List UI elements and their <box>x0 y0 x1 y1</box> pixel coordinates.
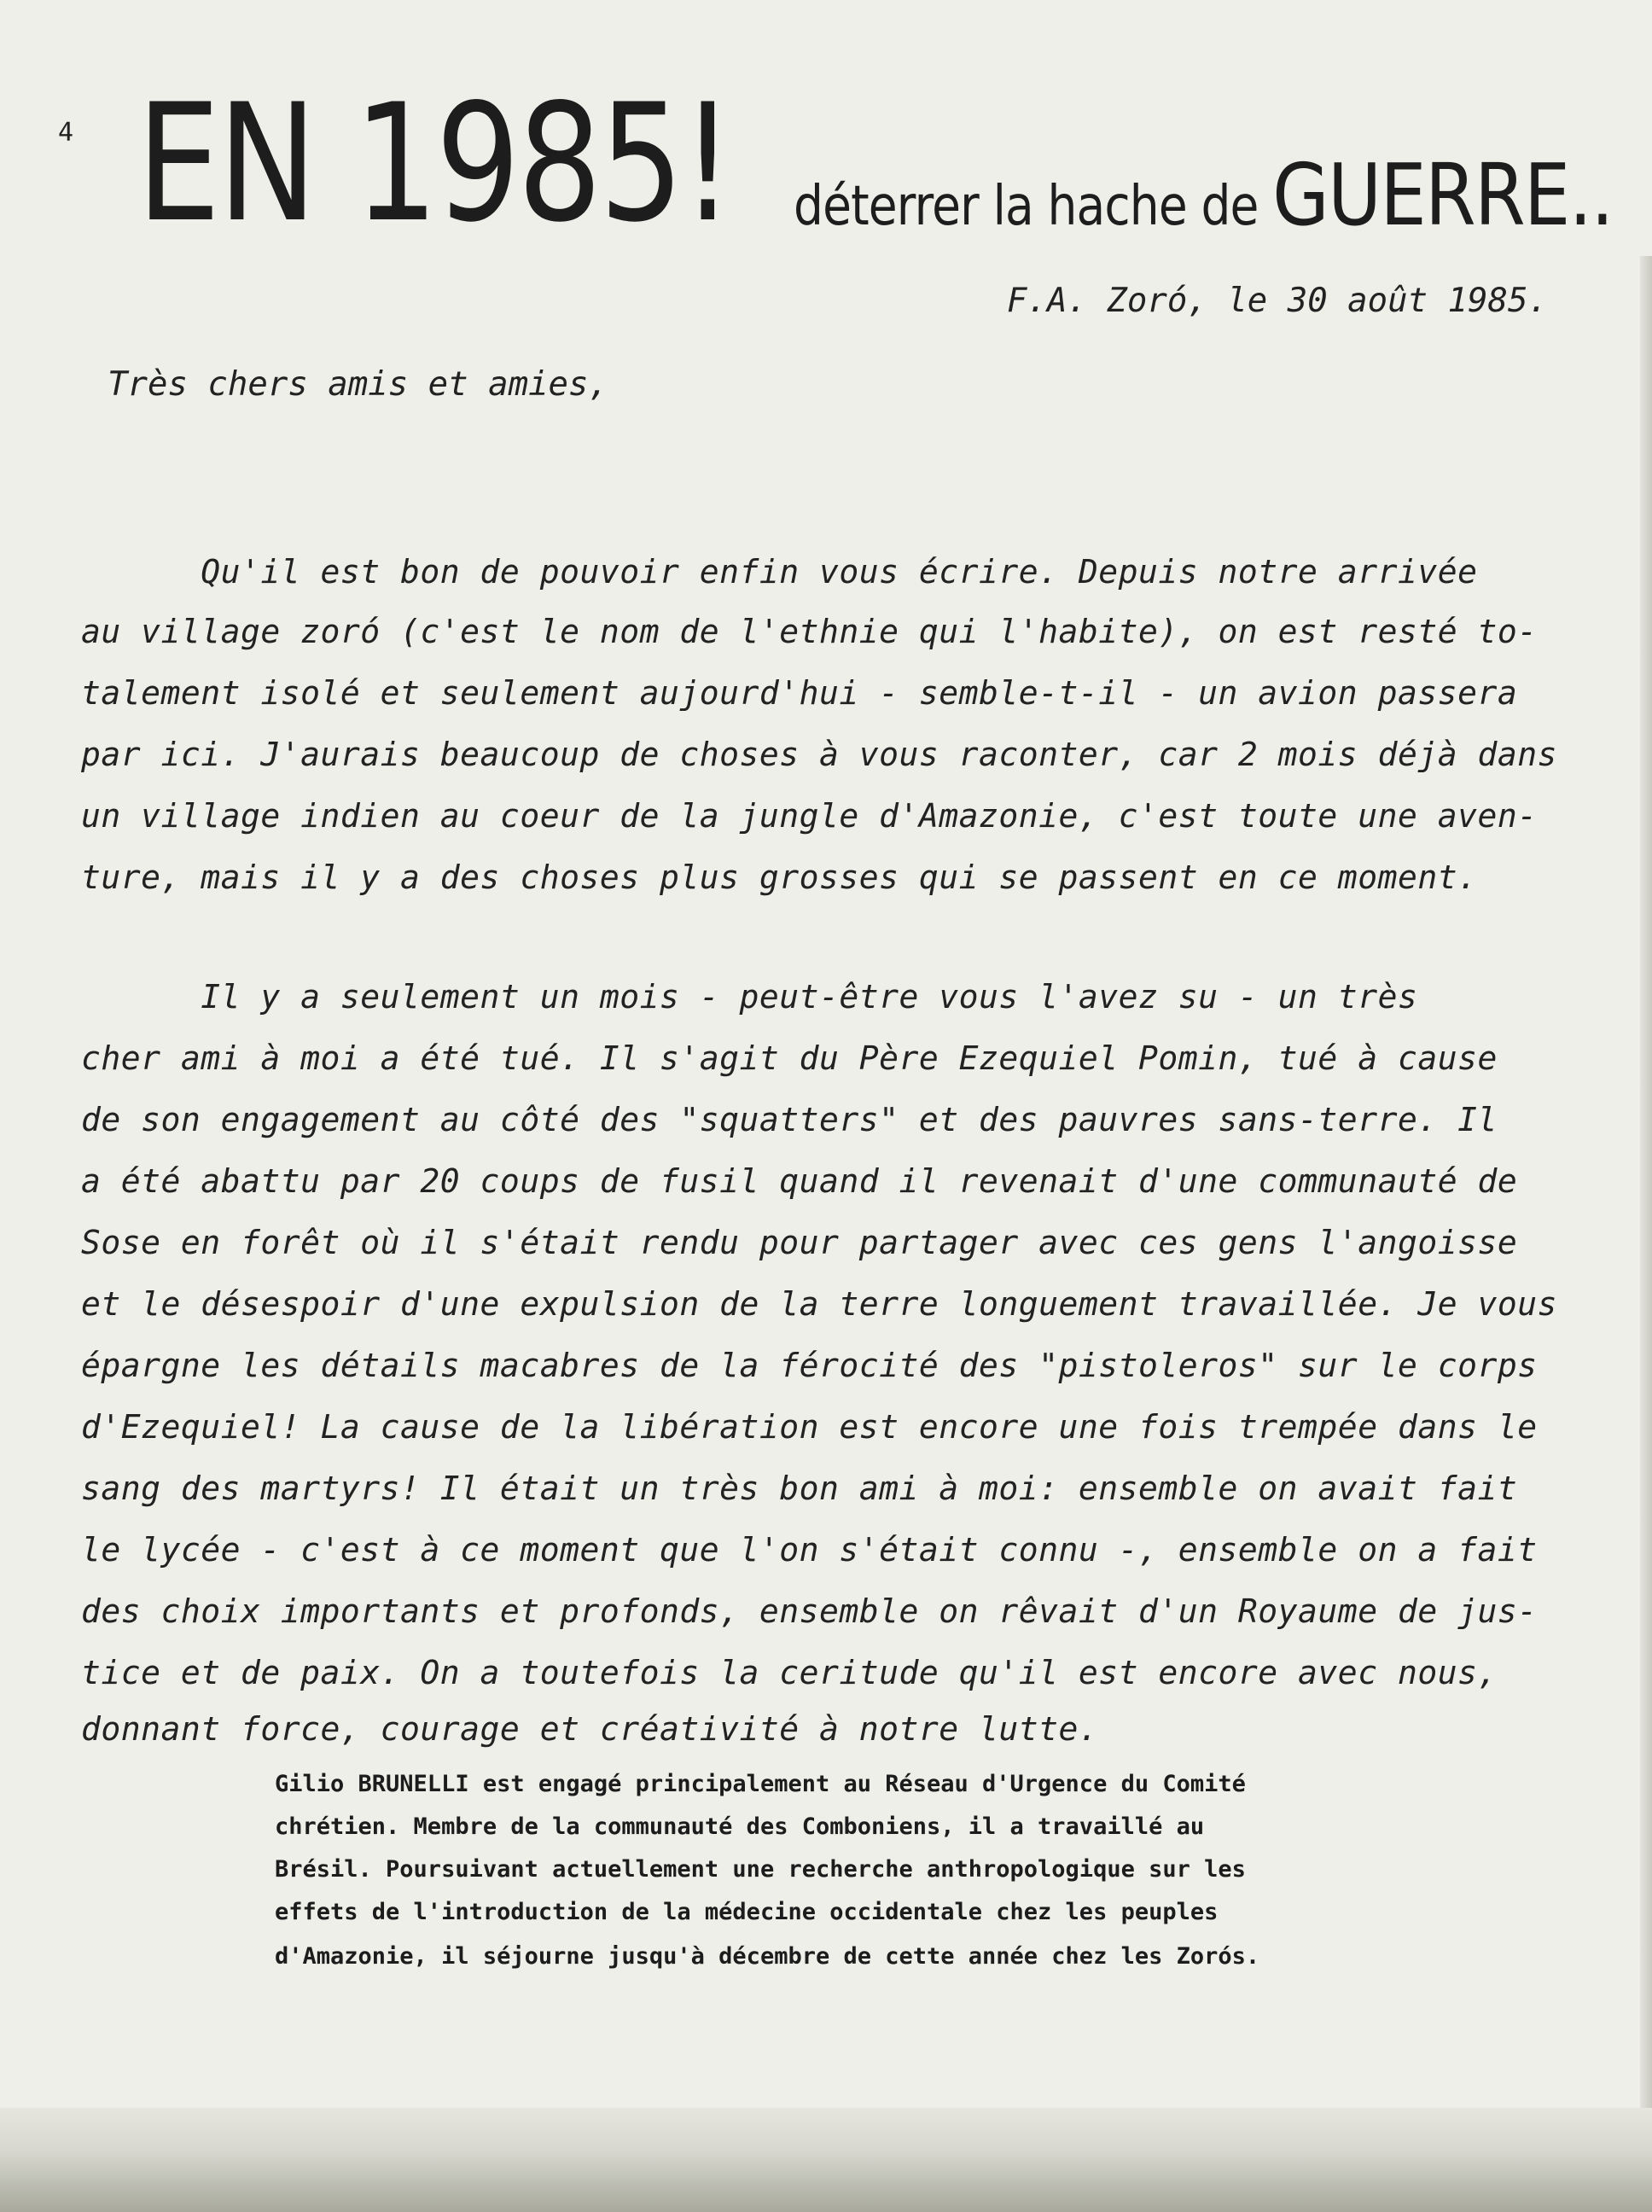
headline-sub-emphasis: GUERRE.. <box>1272 145 1613 245</box>
body-line: le lycée - c'est à ce moment que l'on s'était connu -, ensemble on a fait <box>81 1531 1538 1569</box>
bio-line: Gilio BRUNELLI est engagé principalement au Réseau d'Urgence du Comité <box>275 1771 1246 1797</box>
body-line: sang des martyrs! Il était un très bon ami à moi: ensemble on avait fait <box>81 1470 1518 1507</box>
body-line: Sose en forêt où il s'était rendu pour partager avec ces gens l'angoisse <box>81 1224 1518 1261</box>
body-line: de son engagement au côté des "squatters" et des pauvres sans-terre. Il <box>81 1101 1498 1138</box>
headline-sub <box>794 145 1613 245</box>
body-line: par ici. J'aurais beaucoup de choses à vous raconter, car 2 mois déjà dans <box>81 736 1557 773</box>
body-line: un village indien au coeur de la jungle d'Amazonie, c'est toute une aven- <box>81 797 1538 835</box>
body-line: Qu'il est bon de pouvoir enfin vous écrire. Depuis notre arrivée <box>81 553 1478 591</box>
bio-line: effets de l'introduction de la médecine occidentale chez les peuples <box>275 1899 1219 1925</box>
body-line: au village zoró (c'est le nom de l'ethnie qui l'habite), on est resté to- <box>81 613 1538 650</box>
body-line: tice et de paix. On a toutefois la ceritude qu'il est encore avec nous, <box>81 1654 1498 1691</box>
letter-salutation: Très chers amis et amies, <box>108 365 608 404</box>
bio-line: d'Amazonie, il séjourne jusqu'à décembre de cette année chez les Zorós. <box>275 1943 1260 1970</box>
bio-line: chrétien. Membre de la communauté des Comboniens, il a travaillé au <box>275 1813 1205 1840</box>
body-line: cher ami à moi a été tué. Il s'agit du Père Ezequiel Pomin, tué à cause <box>81 1039 1498 1077</box>
letter-place-date: F.A. Zoró, le 30 août 1985. <box>1007 282 1548 320</box>
body-line: d'Ezequiel! La cause de la libération est encore une fois trempée dans le <box>81 1408 1538 1446</box>
bio-line: Brésil. Poursuivant actuellement une recherche anthropologique sur les <box>275 1856 1246 1883</box>
page-bottom-shadow <box>0 2108 1652 2212</box>
body-line: talement isolé et seulement aujourd'hui - semble-t-il - un avion passera <box>81 674 1518 712</box>
body-line: ture, mais il y a des choses plus grosses qui se passent en ce moment. <box>81 859 1478 896</box>
body-line: Il y a seulement un mois - peut-être vous l'avez su - un très <box>81 978 1418 1016</box>
body-line: donnant force, courage et créativité à notre lutte. <box>81 1710 1099 1748</box>
page-number: 4 <box>58 118 74 148</box>
body-line: a été abattu par 20 coups de fusil quand il revenait d'une communauté de <box>81 1162 1518 1200</box>
body-line: épargne les détails macabres de la férocité des "pistoleros" sur le corps <box>81 1347 1538 1384</box>
body-line: et le désespoir d'une expulsion de la terre longuement travaillée. Je vous <box>81 1285 1557 1323</box>
page-right-edge <box>1640 256 1652 2212</box>
body-line: des choix importants et profonds, ensemble on rêvait d'un Royaume de jus- <box>81 1592 1538 1630</box>
headline <box>137 69 1638 258</box>
show-through-texture <box>956 324 1012 434</box>
headline-main: EN 1985! <box>137 69 732 258</box>
headline-sub-text: déterrer la hache de <box>794 175 1259 238</box>
